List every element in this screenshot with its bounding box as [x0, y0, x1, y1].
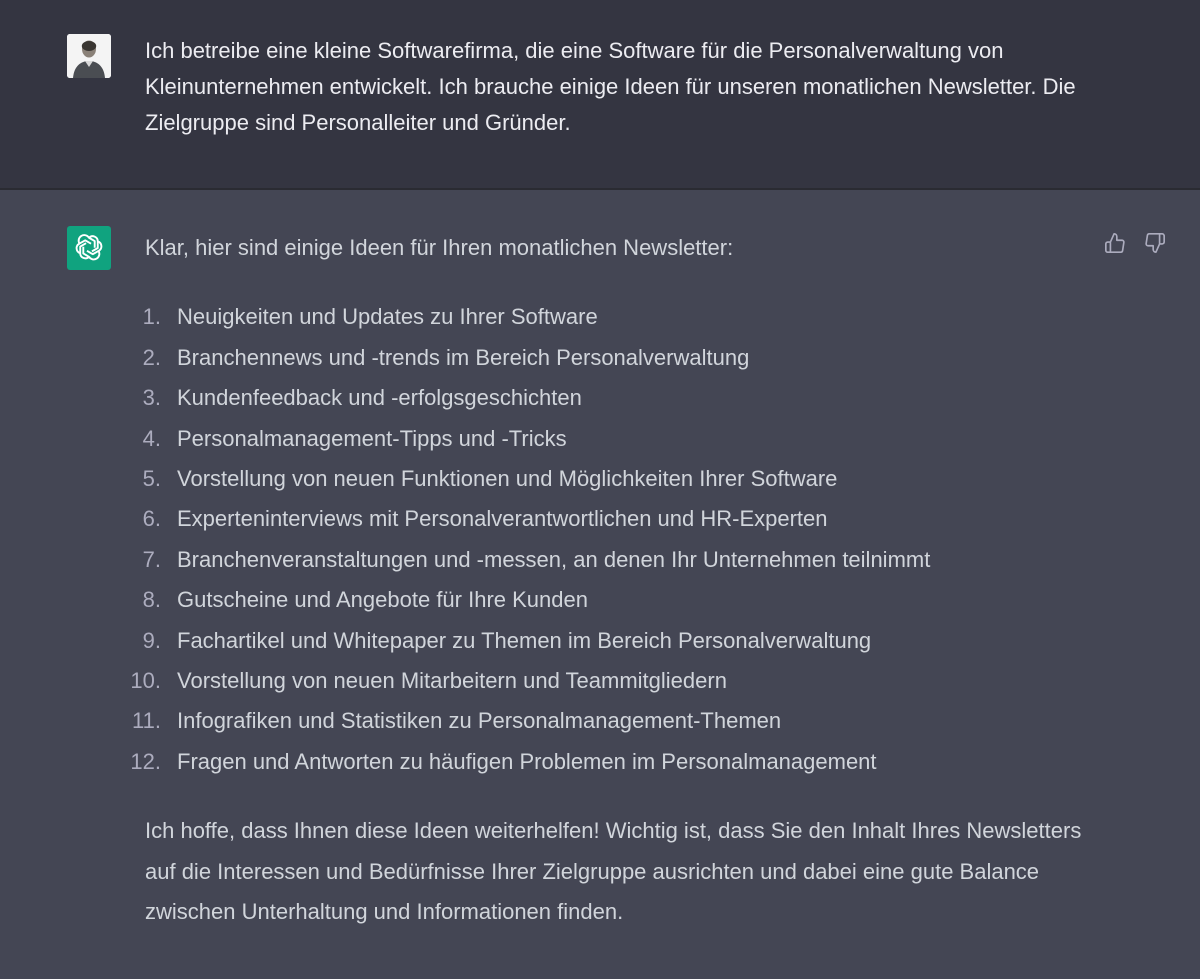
assistant-intro: Klar, hier sind einige Ideen für Ihren monatlichen Newsletter: — [145, 235, 734, 260]
list-item-number: 8. — [142, 587, 161, 613]
list-item-text: Fachartikel und Whitepaper zu Themen im Bereich Personalverwaltung — [177, 627, 872, 653]
thumbs-up-icon — [1104, 232, 1126, 254]
list-item-text: Infografiken und Statistiken zu Personalmanagement-Themen — [177, 708, 782, 734]
list-item-text: Fragen und Antworten zu häufigen Problemen im Personalmanagement — [177, 748, 877, 774]
list-item-number: 2. — [142, 344, 161, 370]
thumbs-down-button[interactable] — [1144, 232, 1166, 254]
openai-logo-icon — [74, 233, 104, 263]
thumbs-down-icon — [1144, 232, 1166, 254]
list-item-text: Personalmanagement-Tipps und -Tricks — [177, 425, 567, 451]
user-avatar — [67, 34, 111, 78]
list-item-number: 12. — [130, 748, 161, 774]
list-item — [130, 742, 1090, 782]
list-item-text: Vorstellung von neuen Mitarbeitern und Teammitgliedern — [177, 668, 727, 694]
list-item — [142, 499, 1090, 539]
ideas-list — [130, 297, 1090, 782]
list-item — [142, 459, 1090, 499]
list-item-text: Neuigkeiten und Updates zu Ihrer Software — [177, 304, 598, 330]
list-item-number: 9. — [142, 627, 161, 653]
list-item — [142, 540, 1090, 580]
assistant-outro: Ich hoffe, dass Ihnen diese Ideen weiterhelfen! Wichtig ist, dass Sie den Inhalt Ihres Newsletters auf die Interessen und Bedürfnisse Ihrer Zielgruppe ausrichten und dabei eine gute Balance zwischen Unterhaltung und Informationen finden. — [145, 818, 1082, 925]
list-item-number: 7. — [142, 546, 161, 572]
list-item-text: Branchennews und -trends im Bereich Personalverwaltung — [177, 344, 750, 370]
list-item — [142, 297, 1090, 337]
user-avatar-icon — [67, 34, 111, 78]
thumbs-up-button[interactable] — [1104, 232, 1126, 254]
list-item-text: Branchenveranstaltungen und -messen, an denen Ihr Unternehmen teilnimmt — [177, 546, 931, 572]
feedback-controls — [1104, 232, 1166, 254]
list-item-text: Gutscheine und Angebote für Ihre Kunden — [177, 587, 588, 613]
list-item — [142, 419, 1090, 459]
list-item-text: Experteninterviews mit Personalverantwortlichen und HR-Experten — [177, 506, 828, 532]
list-item-number: 1. — [142, 304, 161, 330]
list-item — [130, 661, 1090, 701]
list-item — [142, 621, 1090, 661]
list-item — [132, 701, 1090, 741]
list-item — [142, 580, 1090, 620]
list-item-number: 6. — [142, 506, 161, 532]
assistant-message-content — [130, 228, 1090, 933]
list-item-number: 4. — [142, 425, 161, 451]
list-item-text: Kundenfeedback und -erfolgsgeschichten — [177, 385, 582, 411]
list-item-text: Vorstellung von neuen Funktionen und Möglichkeiten Ihrer Software — [177, 466, 838, 492]
list-item-number: 11. — [132, 708, 161, 734]
user-message — [0, 0, 1200, 190]
assistant-avatar — [67, 226, 111, 270]
list-item-number: 10. — [130, 668, 161, 694]
assistant-message — [0, 190, 1200, 979]
list-item-number: 5. — [142, 466, 161, 492]
list-item — [142, 338, 1090, 378]
list-item — [142, 378, 1090, 418]
list-item-number: 3. — [142, 385, 161, 411]
user-message-text: Ich betreibe eine kleine Softwarefirma, die eine Software für die Personalverwaltung von Kleinunternehmen entwickelt. Ich brauche einige Ideen für unseren monatlichen Newsletter. Die Zielgruppe sind Personalleiter und Gründer. — [145, 38, 1076, 135]
